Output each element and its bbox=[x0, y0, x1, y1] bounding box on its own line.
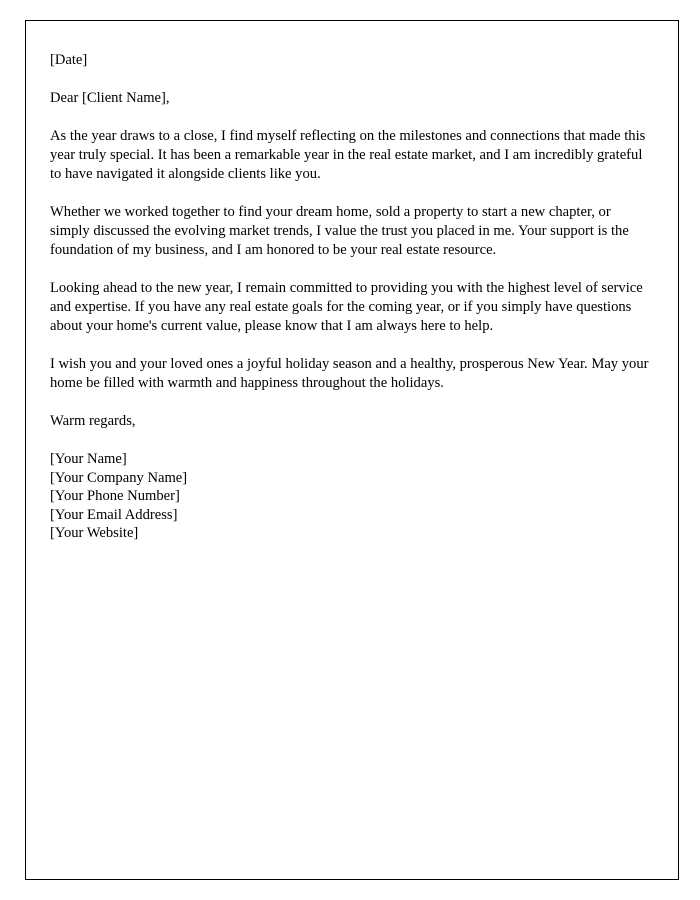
greeting-line: Dear [Client Name], bbox=[50, 90, 170, 106]
signature-website: [Your Website] bbox=[50, 525, 139, 541]
signature-phone: [Your Phone Number] bbox=[50, 488, 180, 504]
date-placeholder: [Date] bbox=[50, 52, 88, 68]
paragraph-reflection: As the year draws to a close, I find myself reflecting on the milestones and connections that made this year truly special. It has been a remarkable year in the real estate market, and I am incredibly grateful to have navigated it alongside clients like you. bbox=[50, 128, 646, 182]
paragraph-holiday-wishes: I wish you and your loved ones a joyful holiday season and a healthy, prosperous New Year. May your home be filled with warmth and happiness throughout the holidays. bbox=[50, 356, 649, 391]
signature-name: [Your Name] bbox=[50, 451, 127, 467]
signature-email: [Your Email Address] bbox=[50, 506, 178, 523]
signature-company: [Your Company Name] bbox=[50, 469, 188, 486]
paragraph-trust: Whether we worked together to find your dream home, sold a property to start a new chapter, or simply discussed the evolving market trends, I value the trust you placed in me. Your support is the foundation of my business, and I am honored to be your real estate resource. bbox=[50, 204, 629, 258]
letter-body bbox=[26, 21, 678, 543]
letter-page bbox=[25, 20, 679, 880]
signature-block bbox=[50, 450, 654, 543]
closing-line: Warm regards, bbox=[50, 413, 136, 429]
paragraph-commitment: Looking ahead to the new year, I remain committed to providing you with the highest level of service and expertise. If you have any real estate goals for the coming year, or if you simply have questions about your home's current value, please know that I am always here to help. bbox=[50, 280, 643, 334]
